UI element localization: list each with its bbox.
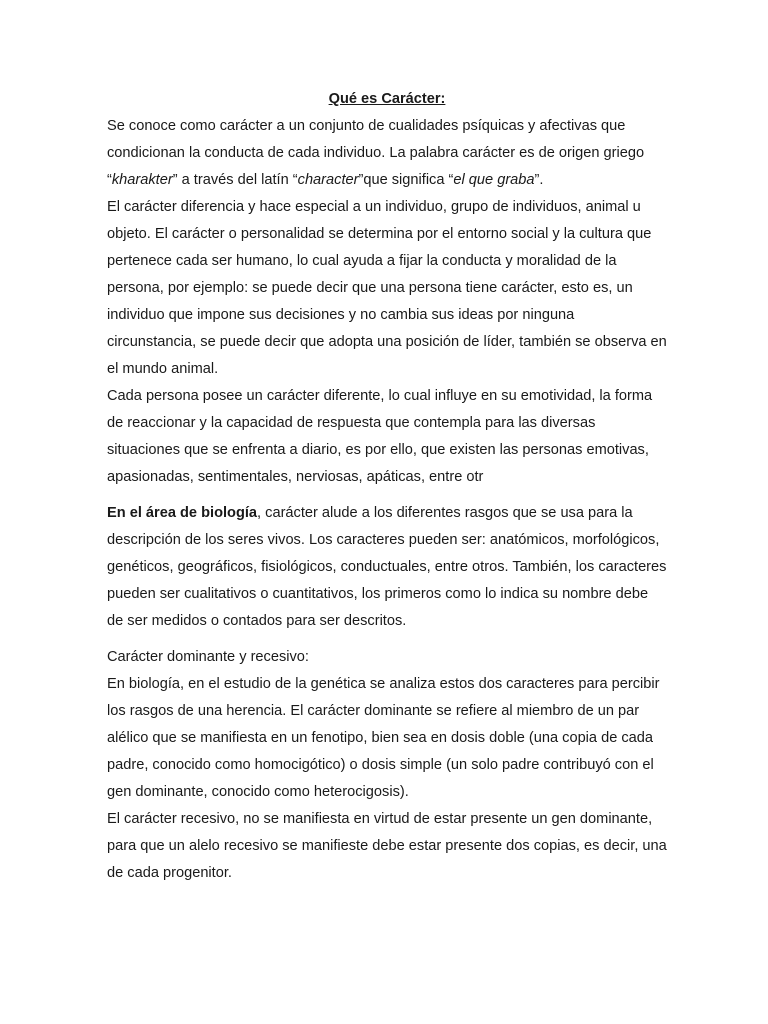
paragraph-biology-bold: En el área de biología (107, 505, 258, 521)
document-page (107, 86, 667, 887)
paragraph-biology-text: , carácter alude a los diferentes rasgos que se usa para la descripción de los seres vivos. Los caracteres pueden ser: anatómicos, morfológicos, genéticos, geográficos, fisiológicos, conductuales, entre otros. También, los caracteres pueden ser cualitativos o cuantitativos, los primeros como lo indica su nombre debe de ser medidos o contados para ser descritos. (107, 505, 667, 629)
paragraph-recessive: El carácter recesivo, no se manifiesta en virtud de estar presente un gen dominante, para que un alelo recesivo se manifieste debe estar presente dos copias, es decir, una de cada progenitor. (107, 811, 667, 881)
section-heading-dominant-recessive: Carácter dominante y recesivo: (107, 649, 309, 665)
term-character: character (297, 172, 359, 188)
term-el-que-graba: el que graba (453, 172, 535, 188)
term-kharakter: kharakter (111, 172, 173, 188)
paragraph-definition-text-d: ”. (534, 172, 544, 188)
document-title: Qué es Carácter: (328, 91, 446, 107)
paragraph-personality: El carácter diferencia y hace especial a un individuo, grupo de individuos, animal u objeto. El carácter o personalidad se determina por el entorno social y la cultura que pertenece cada ser humano, lo cual ayuda a fijar la conducta y moralidad de la persona, por ejemplo: se puede decir que una persona tiene carácter, esto es, un individuo que impone sus decisiones y no cambia sus ideas por ninguna circunstancia, se puede decir que adopta una posición de líder, también se observa en el mundo animal. (107, 199, 667, 377)
paragraph-definition-text-c: ”que significa “ (358, 172, 454, 188)
paragraph-definition (107, 113, 667, 194)
paragraph-emotivity: Cada persona posee un carácter diferente, lo cual influye en su emotividad, la forma de reaccionar y la capacidad de respuesta que contempla para las diversas situaciones que se enfrenta a diario, es por ello, que existen las personas emotivas, apasionadas, sentimentales, nerviosas, apáticas, entre otr (107, 388, 653, 485)
paragraph-definition-text-a: Se conoce como carácter a un conjunto de cualidades psíquicas y afectivas que condicionan la conducta de cada individuo. La palabra carácter es de origen griego “ (107, 118, 645, 188)
paragraph-biology (107, 500, 667, 635)
paragraph-dominant: En biología, en el estudio de la genética se analiza estos dos caracteres para percibir los rasgos de una herencia. El carácter dominante se refiere al miembro de un par alélico que se manifiesta en un fenotipo, bien sea en dosis doble (una copia de cada padre, conocido como homocigótico) o dosis simple (un solo padre contribuyó con el gen dominante, conocido como heterocigosis). (107, 676, 660, 800)
paragraph-definition-text-b: ” a través del latín “ (172, 172, 298, 188)
